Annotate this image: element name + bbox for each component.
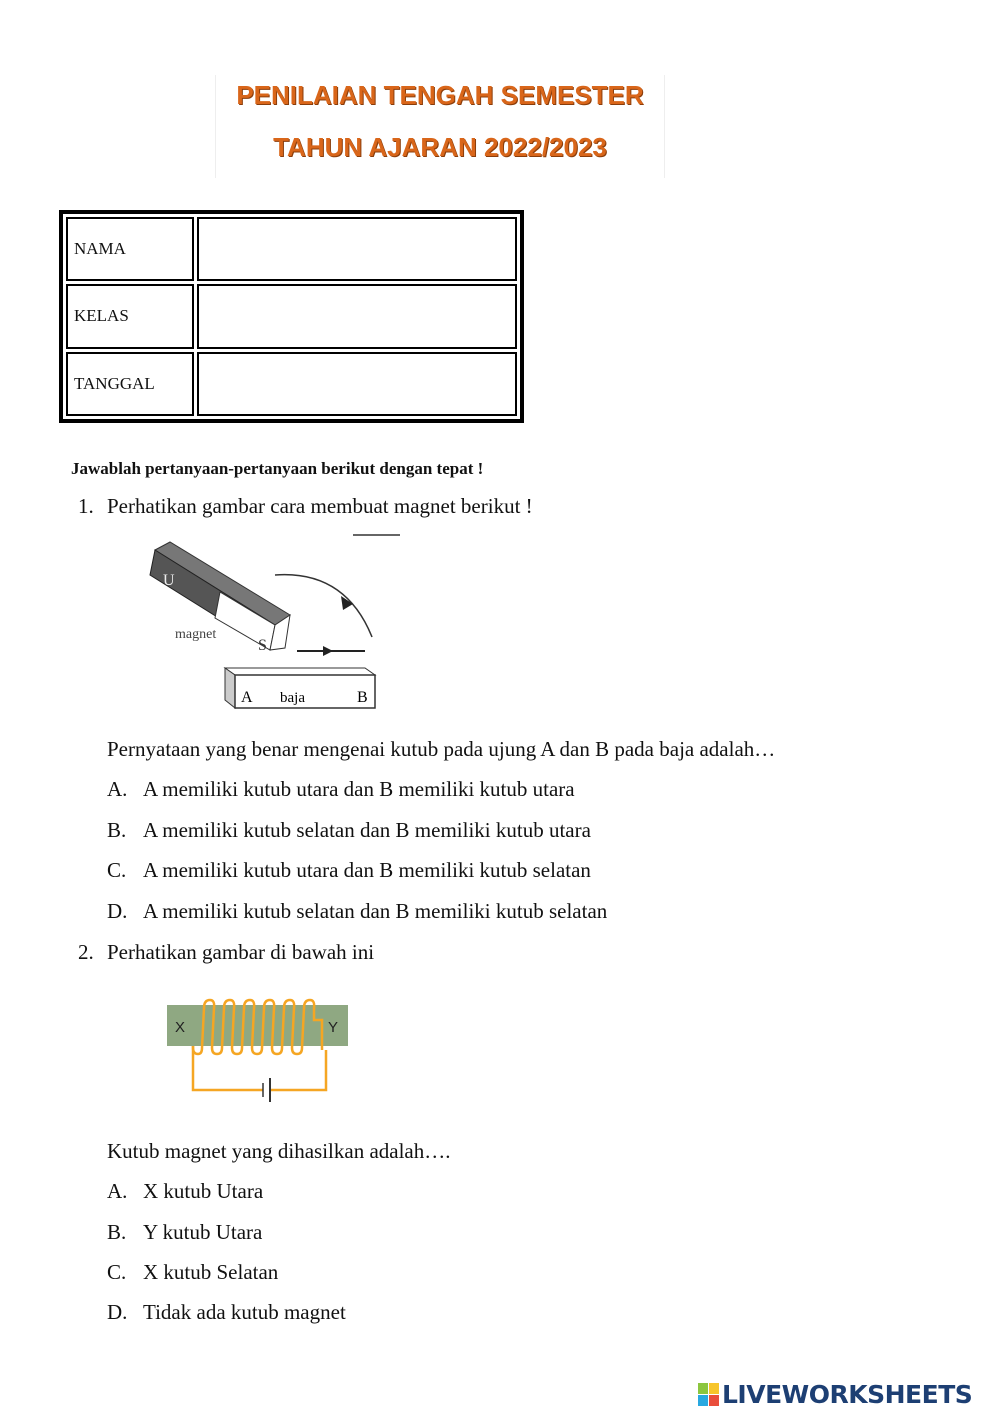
question-2-text: Perhatikan gambar di bawah ini [107,940,375,964]
class-field[interactable] [197,284,517,348]
q1-option-c[interactable] [107,858,591,883]
option-text: X kutub Utara [143,1179,264,1203]
option-text: Y kutub Utara [143,1220,263,1244]
option-key: C. [107,858,127,882]
question-2-prompt: Kutub magnet yang dihasilkan adalah…. [107,1139,451,1163]
option-text: Tidak ada kutub magnet [143,1300,346,1324]
question-1-prompt: Pernyataan yang benar mengenai kutub pada ujung A dan B pada baja adalah… [107,737,776,761]
name-label: NAMA [66,217,194,281]
option-key: A. [107,1179,128,1203]
pole-s-label: S [258,637,267,654]
option-key: C. [107,1260,127,1284]
pole-u-label: U [163,572,175,589]
option-text: A memiliki kutub selatan dan B memiliki kutub utara [143,818,591,842]
end-x-label: X [175,1019,186,1036]
q1-option-d[interactable] [107,899,607,924]
name-field[interactable] [197,217,517,281]
title-box [215,75,665,178]
q2-option-c[interactable] [107,1260,278,1285]
end-y-label: Y [328,1019,339,1036]
option-text: A memiliki kutub utara dan B memiliki kutub utara [143,777,575,801]
q1-option-b[interactable] [107,818,591,843]
liveworksheets-logo [698,1380,972,1409]
question-2-number: 2. [78,940,94,964]
option-key: A. [107,777,128,801]
electromagnet-figure [160,990,360,1105]
option-text: A memiliki kutub utara dan B memiliki kutub selatan [143,858,591,882]
option-text: A memiliki kutub selatan dan B memiliki kutub selatan [143,899,608,923]
q2-option-a[interactable] [107,1179,263,1204]
q2-option-d[interactable] [107,1300,346,1325]
identity-table [59,210,524,423]
live-logo-icon [698,1383,720,1407]
instruction: Jawablah pertanyaan-pertanyaan berikut dengan tepat ! [71,459,484,478]
magnet-label: magnet [175,627,217,642]
option-key: D. [107,899,128,923]
class-label: KELAS [66,284,194,348]
brand-name: LIVEWORKSHEETS [722,1380,973,1409]
question-1-number: 1. [78,494,94,518]
magnet-stroking-figure [125,530,415,720]
q2-option-b[interactable] [107,1220,262,1245]
steel-label: baja [280,690,305,706]
title-line-2: TAHUN AJARAN 2022/2023 [273,132,607,162]
end-b-label: B [357,689,368,706]
question-1-text: Perhatikan gambar cara membuat magnet berikut ! [107,494,533,518]
end-a-label: A [241,689,253,706]
option-key: B. [107,818,127,842]
title-line-1: PENILAIAN TENGAH SEMESTER [236,80,644,110]
q1-option-a[interactable] [107,777,575,802]
date-field[interactable] [197,352,517,416]
option-key: D. [107,1300,128,1324]
date-label: TANGGAL [66,352,194,416]
option-key: B. [107,1220,127,1244]
option-text: X kutub Selatan [143,1260,279,1284]
